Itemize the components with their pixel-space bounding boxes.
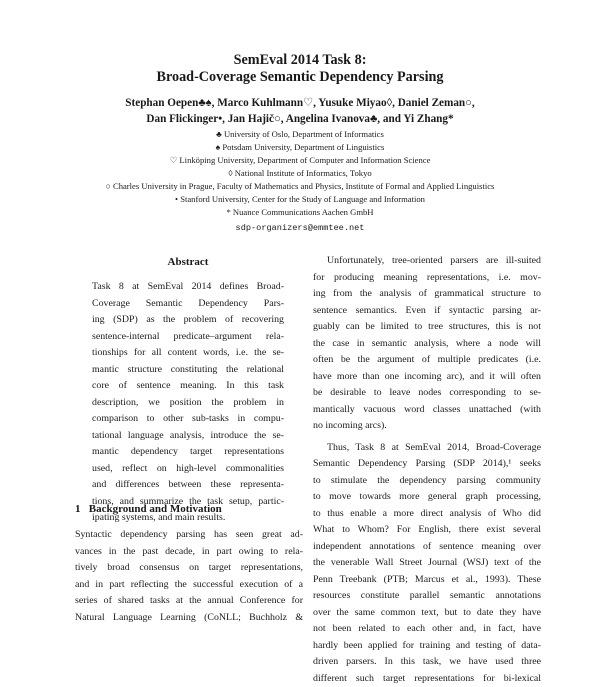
abstract-line: mantic dependency target representations [92,444,284,461]
affiliation-oslo: ♣ University of Oslo, Department of Informatics [0,128,600,140]
body-line: Semantic Dependency Parsing (SDP 2014),¹ seeks [313,456,541,473]
authors-line-2: Dan Flickinger•, Jan Hajič○, Angelina Ivanova♣, and Yi Zhang* [0,112,600,127]
body-line: and in part reflecting the successful execution of a [75,577,303,594]
body-line: Syntactic dependency parsing has seen great ad- [75,527,303,544]
body-line: be desirable to leave nodes corresponding to se- [313,385,541,402]
affiliation-nuance: * Nuance Communications Aachen GmbH [0,206,600,218]
body-line: Unfortunately, tree-oriented parsers are ill-suited [313,253,541,270]
abstract-body [92,279,284,527]
body-line: over the same common text, but to date they have [313,605,541,622]
body-line: the venerable Wall Street Journal (WSJ) text of the [313,555,541,572]
affiliation-potsdam: ♠ Potsdam University, Department of Linguistics [0,141,600,153]
body-line: tively broad consensus on target representations, [75,560,303,577]
abstract-line: tational language analysis, introduce the se- [92,428,284,445]
abstract-line: mantic structure constituting the relational [92,362,284,379]
body-line: mantically vacuous word classes unattached (with [313,402,541,419]
section-background [75,502,303,626]
body-line: Natural Language Learning (CoNLL; Buchholz & [75,610,303,627]
abstract-line: tions, and summarize the task setup, partic- [92,494,284,511]
body-line: independent annotations of sentence meaning over [313,539,541,556]
abstract-line: description, we position the problem in [92,395,284,412]
body-line: to move towards more general graph processing, [313,489,541,506]
body-line: for producing meaning representations, i.e. mov- [313,270,541,287]
body-line: resources constitute parallel semantic annotations [313,588,541,605]
body-line: guably can be limited to tree structures, this is not [313,319,541,336]
body-line: vances in the past decade, in part owing to rela- [75,544,303,561]
body-line: not been related to each other and, in fact, have [313,621,541,638]
paper-title-line-2: Broad-Coverage Semantic Dependency Parsing [0,69,600,86]
authors-line-1: Stephan Oepen♣♠, Marco Kuhlmann♡, Yusuke Miyao◊, Daniel Zeman○, [0,96,600,111]
abstract-line: core of sentence meaning. In this task [92,378,284,395]
abstract-heading: Abstract [92,255,284,269]
affiliation-nii: ◊ National Institute of Informatics, Tokyo [0,167,600,179]
body-line: driven parsers. In this task, we have used three [313,654,541,671]
abstract-section [92,255,284,527]
abstract-line: sentence-internal predicate–argument rela- [92,329,284,346]
body-line: often be the argument of multiple predicates (i.e. [313,352,541,369]
body-line: What to Whom? For English, there exist several [313,522,541,539]
body-line: ing from the analysis of grammatical structure to [313,286,541,303]
body-line: the case in semantic analysis, where a node will [313,336,541,353]
body-line: to thus enable a more direct analysis of Who did [313,506,541,523]
section-heading: 1 Background and Motivation [75,502,303,516]
affiliation-linkoping: ♡ Linköping University, Department of Computer and Information Science [0,154,600,166]
abstract-line: tionships for all content words, i.e. the se- [92,345,284,362]
abstract-line: used, reflect on high-level commonalities [92,461,284,478]
body-line: hardly been applied for training and testing of data- [313,638,541,655]
contact-email: sdp-organizers@emmtee.net [0,222,600,234]
abstract-line: comparison to other sub-tasks in compu- [92,411,284,428]
body-line: no incoming arcs). [313,418,541,435]
abstract-line: Task 8 at SemEval 2014 defines Broad- [92,279,284,296]
body-line: to stimulate the dependency parsing community [313,473,541,490]
right-column [313,253,541,687]
body-line: series of shared tasks at the annual Conference for [75,593,303,610]
abstract-line: ing (SDP) as the problem of recovering [92,312,284,329]
affiliation-stanford: • Stanford University, Center for the Study of Language and Information [0,193,600,205]
body-line: Thus, Task 8 at SemEval 2014, Broad-Coverage [313,440,541,457]
body-line: sentence semantics. Even if syntactic parsing ar- [313,303,541,320]
body-line: different such target representations for bi-lexical [313,671,541,687]
affiliation-charles: ○ Charles University in Prague, Faculty of Mathematics and Physics, Institute of Formal and Applied Linguistics [0,180,600,192]
abstract-line: ipating systems, and main results. [92,510,284,527]
paper-title-line-1: SemEval 2014 Task 8: [0,52,600,69]
body-line: have more than one incoming arc), and it will often [313,369,541,386]
abstract-line: and differences between these representa- [92,477,284,494]
body-line: Penn Treebank (PTB; Marcus et al., 1993). These [313,572,541,589]
abstract-line: Coverage Semantic Dependency Pars- [92,296,284,313]
